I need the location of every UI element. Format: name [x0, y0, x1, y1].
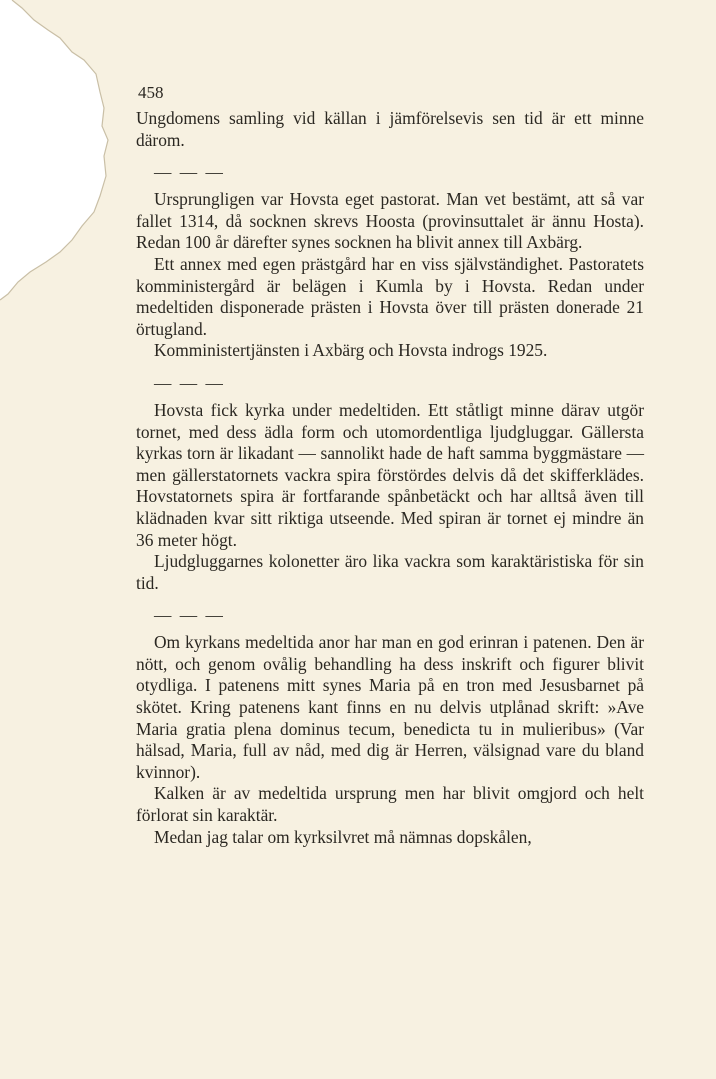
torn-paper-edge — [0, 0, 140, 340]
paragraph-6: Ljudgluggarnes kolonetter äro lika vackra som karaktäristiska för sin tid. — [136, 551, 644, 593]
page-number: 458 — [138, 83, 164, 102]
paragraph-8: Kalken är av medeltida ursprung men har blivit omgjord och helt förlorat sin karaktär. — [136, 783, 644, 826]
text-column — [136, 78, 644, 848]
paragraph-7: Om kyrkans medeltida anor har man en god erinran i patenen. Den är nött, och genom ovålig behandling ha dess inskrift och figurer blivit otydliga. I patenens mitt synes Maria på en tron med Jesusbarnet på skötet. Kring patenens kant finns en nu delvis utplånad skrift: »Ave Maria gratia plena dominus tecum, benedicta tu in mulieribus» (Var hälsad, Maria, full av nåd, med dig är Herren, välsignad vare du bland kvinnor). — [136, 632, 644, 782]
paragraph-9: Medan jag talar om kyrksilvret må nämnas dopskålen, — [154, 826, 532, 847]
paragraph-1: Ungdomens samling vid källan i jämförelsevis sen tid är ett minne därom. — [136, 108, 644, 150]
paragraph-4: Komministertjänsten i Axbärg och Hovsta indrogs 1925. — [154, 340, 548, 361]
section-separator-1: — — — — [154, 162, 225, 183]
paragraph-5: Hovsta fick kyrka under medeltiden. Ett ståtligt minne därav utgör tornet, med dess ädla form och utomordentliga ljudgluggar. Gällersta kyrkas torn är likadant — sannolikt hade de haft samma byggmästare — men gällerstatornets vackra spira förstördes delvis då det skifferklädes. Hovstatornets spira är fortfarande spånbetäckt och har alltså även till klädnaden kvar sitt riktiga utseende. Med spiran är tornet ej mindre än 36 meter högt. — [136, 399, 644, 550]
section-separator-2: — — — — [154, 372, 225, 393]
paragraph-3: Ett annex med egen prästgård har en viss självständighet. Pastoratets komministergård är belägen i Kumla by i Hovsta. Redan under medeltiden disponerade prästen i Hovsta över till prästen donerade 21 örtugland. — [136, 253, 644, 339]
section-separator-3: — — — — [154, 605, 225, 626]
paragraph-2: Ursprungligen var Hovsta eget pastorat. Man vet bestämt, att så var fallet 1314, då socknen skrevs Hoosta (provinsuttalet är ännu Hosta). Redan 100 år därefter synes socknen ha blivit annex till Axbärg. — [136, 189, 644, 253]
